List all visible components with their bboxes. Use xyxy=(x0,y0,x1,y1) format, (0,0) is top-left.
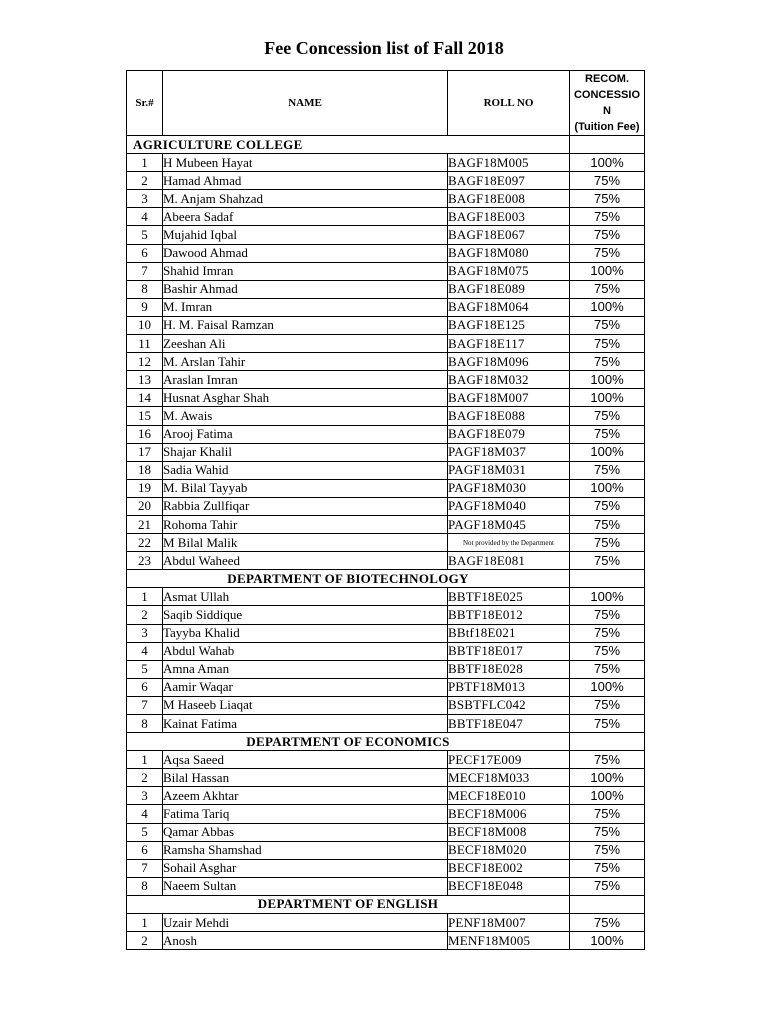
concession-percent-cell: 100% xyxy=(570,932,645,950)
concession-percent-cell: 75% xyxy=(570,606,645,624)
roll-number-cell: BBtf18E021 xyxy=(448,624,570,642)
student-name-cell: H Mubeen Hayat xyxy=(163,154,448,172)
concession-percent-cell: 75% xyxy=(570,877,645,895)
serial-number-cell: 23 xyxy=(127,552,163,570)
concession-percent-cell: 75% xyxy=(570,497,645,515)
student-name-cell: Mujahid Iqbal xyxy=(163,226,448,244)
roll-number-cell: MECF18E010 xyxy=(448,787,570,805)
serial-number-cell: 6 xyxy=(127,244,163,262)
concession-percent-cell: 100% xyxy=(570,769,645,787)
serial-number-cell: 12 xyxy=(127,353,163,371)
student-name-cell: Naeem Sultan xyxy=(163,877,448,895)
student-name-cell: Araslan Imran xyxy=(163,371,448,389)
concession-percent-cell: 75% xyxy=(570,461,645,479)
roll-number-cell: BSBTFLC042 xyxy=(448,696,570,714)
student-name-cell: Dawood Ahmad xyxy=(163,244,448,262)
table-row xyxy=(127,335,645,353)
serial-number-cell: 19 xyxy=(127,479,163,497)
concession-percent-cell: 100% xyxy=(570,678,645,696)
concession-percent-cell: 75% xyxy=(570,696,645,714)
concession-percent-cell: 75% xyxy=(570,316,645,334)
concession-percent-cell: 75% xyxy=(570,353,645,371)
concession-percent-cell: 75% xyxy=(570,244,645,262)
roll-number-cell: BECF18M008 xyxy=(448,823,570,841)
serial-number-cell: 7 xyxy=(127,696,163,714)
roll-number-cell: PENF18M007 xyxy=(448,914,570,932)
concession-percent-cell: 75% xyxy=(570,515,645,533)
concession-percent-cell: 100% xyxy=(570,588,645,606)
serial-number-cell: 21 xyxy=(127,515,163,533)
roll-number-cell: BAGF18M096 xyxy=(448,353,570,371)
roll-number-cell: BAGF18E097 xyxy=(448,172,570,190)
header-rec-line: RECOM. xyxy=(585,73,629,85)
student-name-cell: Sadia Wahid xyxy=(163,461,448,479)
concession-percent-cell: 75% xyxy=(570,552,645,570)
student-name-cell: M. Awais xyxy=(163,407,448,425)
serial-number-cell: 14 xyxy=(127,389,163,407)
serial-number-cell: 2 xyxy=(127,769,163,787)
student-name-cell: M. Arslan Tahir xyxy=(163,353,448,371)
concession-percent-cell: 75% xyxy=(570,208,645,226)
serial-number-cell: 2 xyxy=(127,172,163,190)
table-row xyxy=(127,371,645,389)
student-name-cell: Fatima Tariq xyxy=(163,805,448,823)
header-roll-no: ROLL NO xyxy=(448,71,570,136)
student-name-cell: Shahid Imran xyxy=(163,262,448,280)
student-name-cell: Abdul Wahab xyxy=(163,642,448,660)
table-row xyxy=(127,624,645,642)
serial-number-cell: 5 xyxy=(127,660,163,678)
section-title: AGRICULTURE COLLEGE xyxy=(127,136,570,154)
table-row xyxy=(127,316,645,334)
roll-number-cell: BAGF18M080 xyxy=(448,244,570,262)
serial-number-cell: 11 xyxy=(127,335,163,353)
table-row xyxy=(127,425,645,443)
roll-number-cell: PECF17E009 xyxy=(448,751,570,769)
student-name-cell: Tayyba Khalid xyxy=(163,624,448,642)
table-row xyxy=(127,660,645,678)
table-row xyxy=(127,154,645,172)
serial-number-cell: 18 xyxy=(127,461,163,479)
roll-number-cell: BAGF18E081 xyxy=(448,552,570,570)
serial-number-cell: 6 xyxy=(127,678,163,696)
serial-number-cell: 17 xyxy=(127,443,163,461)
concession-percent-cell: 75% xyxy=(570,190,645,208)
concession-percent-cell: 100% xyxy=(570,479,645,497)
table-row xyxy=(127,479,645,497)
table-row xyxy=(127,172,645,190)
section-empty-cell xyxy=(570,895,645,913)
concession-percent-cell: 100% xyxy=(570,443,645,461)
roll-number-cell: BAGF18M064 xyxy=(448,298,570,316)
table-row xyxy=(127,606,645,624)
concession-percent-cell: 75% xyxy=(570,660,645,678)
serial-number-cell: 7 xyxy=(127,859,163,877)
student-name-cell: H. M. Faisal Ramzan xyxy=(163,316,448,334)
table-row xyxy=(127,552,645,570)
student-name-cell: Hamad Ahmad xyxy=(163,172,448,190)
roll-number-cell: BAGF18E117 xyxy=(448,335,570,353)
table-row xyxy=(127,280,645,298)
roll-number-cell: BAGF18M005 xyxy=(448,154,570,172)
serial-number-cell: 7 xyxy=(127,262,163,280)
roll-number-cell: BECF18M006 xyxy=(448,805,570,823)
section-header-row xyxy=(127,570,645,588)
table-row xyxy=(127,715,645,733)
student-name-cell: Uzair Mehdi xyxy=(163,914,448,932)
table-row xyxy=(127,751,645,769)
serial-number-cell: 8 xyxy=(127,877,163,895)
roll-number-cell: BBTF18E025 xyxy=(448,588,570,606)
table-row xyxy=(127,534,645,552)
roll-number-cell: BECF18M020 xyxy=(448,841,570,859)
student-name-cell: M. Bilal Tayyab xyxy=(163,479,448,497)
student-name-cell: Ramsha Shamshad xyxy=(163,841,448,859)
section-header-row xyxy=(127,895,645,913)
page-title: Fee Concession list of Fall 2018 xyxy=(264,38,504,58)
student-name-cell: Kainat Fatima xyxy=(163,715,448,733)
table-row xyxy=(127,859,645,877)
roll-number-cell: BAGF18E067 xyxy=(448,226,570,244)
student-name-cell: Amna Aman xyxy=(163,660,448,678)
serial-number-cell: 13 xyxy=(127,371,163,389)
serial-number-cell: 1 xyxy=(127,154,163,172)
serial-number-cell: 16 xyxy=(127,425,163,443)
table-row xyxy=(127,642,645,660)
table-row xyxy=(127,226,645,244)
roll-number-cell: BECF18E002 xyxy=(448,859,570,877)
concession-percent-cell: 100% xyxy=(570,154,645,172)
serial-number-cell: 15 xyxy=(127,407,163,425)
header-name: NAME xyxy=(163,71,448,136)
header-rec-line: (Tuition Fee) xyxy=(574,121,640,133)
concession-percent-cell: 100% xyxy=(570,787,645,805)
table-row xyxy=(127,461,645,479)
table-header-row xyxy=(127,71,645,136)
serial-number-cell: 22 xyxy=(127,534,163,552)
table-row xyxy=(127,932,645,950)
concession-percent-cell: 75% xyxy=(570,425,645,443)
student-name-cell: Qamar Abbas xyxy=(163,823,448,841)
concession-percent-cell: 100% xyxy=(570,298,645,316)
table-row xyxy=(127,389,645,407)
roll-number-cell: BAGF18E089 xyxy=(448,280,570,298)
table-row xyxy=(127,787,645,805)
table-row xyxy=(127,244,645,262)
student-name-cell: Arooj Fatima xyxy=(163,425,448,443)
header-rec-line: CONCESSIO xyxy=(573,89,640,101)
section-header-row xyxy=(127,733,645,751)
serial-number-cell: 4 xyxy=(127,805,163,823)
roll-number-cell: PAGF18M037 xyxy=(448,443,570,461)
roll-number-cell: BAGF18M075 xyxy=(448,262,570,280)
roll-number-cell: BAGF18E125 xyxy=(448,316,570,334)
concession-percent-cell: 75% xyxy=(570,841,645,859)
section-empty-cell xyxy=(570,733,645,751)
concession-percent-cell: 75% xyxy=(570,823,645,841)
concession-percent-cell: 100% xyxy=(570,262,645,280)
serial-number-cell: 1 xyxy=(127,751,163,769)
table-row xyxy=(127,298,645,316)
serial-number-cell: 3 xyxy=(127,190,163,208)
table-row xyxy=(127,515,645,533)
student-name-cell: M Haseeb Liaqat xyxy=(163,696,448,714)
student-name-cell: M Bilal Malik xyxy=(163,534,448,552)
fee-concession-table xyxy=(126,70,645,950)
serial-number-cell: 2 xyxy=(127,932,163,950)
concession-percent-cell: 75% xyxy=(570,715,645,733)
serial-number-cell: 2 xyxy=(127,606,163,624)
header-sr: Sr.# xyxy=(127,71,163,136)
roll-number-cell: BAGF18E088 xyxy=(448,407,570,425)
student-name-cell: Rohoma Tahir xyxy=(163,515,448,533)
student-name-cell: M. Imran xyxy=(163,298,448,316)
table-row xyxy=(127,353,645,371)
concession-percent-cell: 75% xyxy=(570,624,645,642)
roll-number-cell: MECF18M033 xyxy=(448,769,570,787)
roll-number-cell: PAGF18M045 xyxy=(448,515,570,533)
table-row xyxy=(127,805,645,823)
serial-number-cell: 5 xyxy=(127,226,163,244)
serial-number-cell: 1 xyxy=(127,588,163,606)
table-row xyxy=(127,914,645,932)
roll-number-cell: BAGF18E079 xyxy=(448,425,570,443)
serial-number-cell: 8 xyxy=(127,280,163,298)
serial-number-cell: 6 xyxy=(127,841,163,859)
student-name-cell: Shajar Khalil xyxy=(163,443,448,461)
concession-percent-cell: 75% xyxy=(570,280,645,298)
roll-number-cell: BBTF18E047 xyxy=(448,715,570,733)
serial-number-cell: 3 xyxy=(127,624,163,642)
table-row xyxy=(127,407,645,425)
concession-percent-cell: 100% xyxy=(570,389,645,407)
serial-number-cell: 1 xyxy=(127,914,163,932)
student-name-cell: Anosh xyxy=(163,932,448,950)
concession-percent-cell: 75% xyxy=(570,805,645,823)
concession-percent-cell: 75% xyxy=(570,914,645,932)
roll-number-cell: BAGF18E008 xyxy=(448,190,570,208)
concession-percent-cell: 75% xyxy=(570,172,645,190)
serial-number-cell: 9 xyxy=(127,298,163,316)
section-title: DEPARTMENT OF BIOTECHNOLOGY xyxy=(127,570,570,588)
serial-number-cell: 3 xyxy=(127,787,163,805)
section-header-row xyxy=(127,136,645,154)
serial-number-cell: 10 xyxy=(127,316,163,334)
serial-number-cell: 4 xyxy=(127,208,163,226)
roll-number-cell: PAGF18M040 xyxy=(448,497,570,515)
table-row xyxy=(127,678,645,696)
student-name-cell: Azeem Akhtar xyxy=(163,787,448,805)
section-empty-cell xyxy=(570,570,645,588)
roll-number-cell: Not provided by the Department xyxy=(448,534,570,552)
roll-number-cell: BAGF18M032 xyxy=(448,371,570,389)
serial-number-cell: 4 xyxy=(127,642,163,660)
student-name-cell: Aqsa Saeed xyxy=(163,751,448,769)
student-name-cell: Bashir Ahmad xyxy=(163,280,448,298)
student-name-cell: Husnat Asghar Shah xyxy=(163,389,448,407)
student-name-cell: Saqib Siddique xyxy=(163,606,448,624)
table-row xyxy=(127,877,645,895)
table-row xyxy=(127,497,645,515)
roll-number-cell: BECF18E048 xyxy=(448,877,570,895)
table-row xyxy=(127,190,645,208)
serial-number-cell: 5 xyxy=(127,823,163,841)
concession-percent-cell: 75% xyxy=(570,335,645,353)
student-name-cell: Asmat Ullah xyxy=(163,588,448,606)
roll-number-cell: PAGF18M031 xyxy=(448,461,570,479)
concession-percent-cell: 100% xyxy=(570,371,645,389)
student-name-cell: Sohail Asghar xyxy=(163,859,448,877)
table-row xyxy=(127,823,645,841)
table-row xyxy=(127,208,645,226)
student-name-cell: Aamir Waqar xyxy=(163,678,448,696)
header-rec-line: N xyxy=(603,105,611,117)
concession-percent-cell: 75% xyxy=(570,642,645,660)
section-title: DEPARTMENT OF ECONOMICS xyxy=(127,733,570,751)
concession-percent-cell: 75% xyxy=(570,407,645,425)
roll-number-cell: PBTF18M013 xyxy=(448,678,570,696)
roll-number-cell: MENF18M005 xyxy=(448,932,570,950)
concession-percent-cell: 75% xyxy=(570,226,645,244)
student-name-cell: Zeeshan Ali xyxy=(163,335,448,353)
student-name-cell: Abdul Waheed xyxy=(163,552,448,570)
student-name-cell: M. Anjam Shahzad xyxy=(163,190,448,208)
header-recommended-concession xyxy=(570,71,645,136)
roll-number-cell: BBTF18E012 xyxy=(448,606,570,624)
roll-number-cell: BAGF18M007 xyxy=(448,389,570,407)
roll-number-cell: PAGF18M030 xyxy=(448,479,570,497)
section-title: DEPARTMENT OF ENGLISH xyxy=(127,895,570,913)
roll-number-cell: BBTF18E017 xyxy=(448,642,570,660)
student-name-cell: Rabbia Zullfiqar xyxy=(163,497,448,515)
serial-number-cell: 8 xyxy=(127,715,163,733)
table-row xyxy=(127,769,645,787)
student-name-cell: Abeera Sadaf xyxy=(163,208,448,226)
serial-number-cell: 20 xyxy=(127,497,163,515)
concession-percent-cell: 75% xyxy=(570,859,645,877)
section-empty-cell xyxy=(570,136,645,154)
table-row xyxy=(127,841,645,859)
concession-percent-cell: 75% xyxy=(570,751,645,769)
student-name-cell: Bilal Hassan xyxy=(163,769,448,787)
table-row xyxy=(127,696,645,714)
roll-number-cell: BBTF18E028 xyxy=(448,660,570,678)
table-row xyxy=(127,443,645,461)
table-row xyxy=(127,262,645,280)
concession-percent-cell: 75% xyxy=(570,534,645,552)
roll-number-cell: BAGF18E003 xyxy=(448,208,570,226)
table-row xyxy=(127,588,645,606)
table-body xyxy=(127,136,645,950)
